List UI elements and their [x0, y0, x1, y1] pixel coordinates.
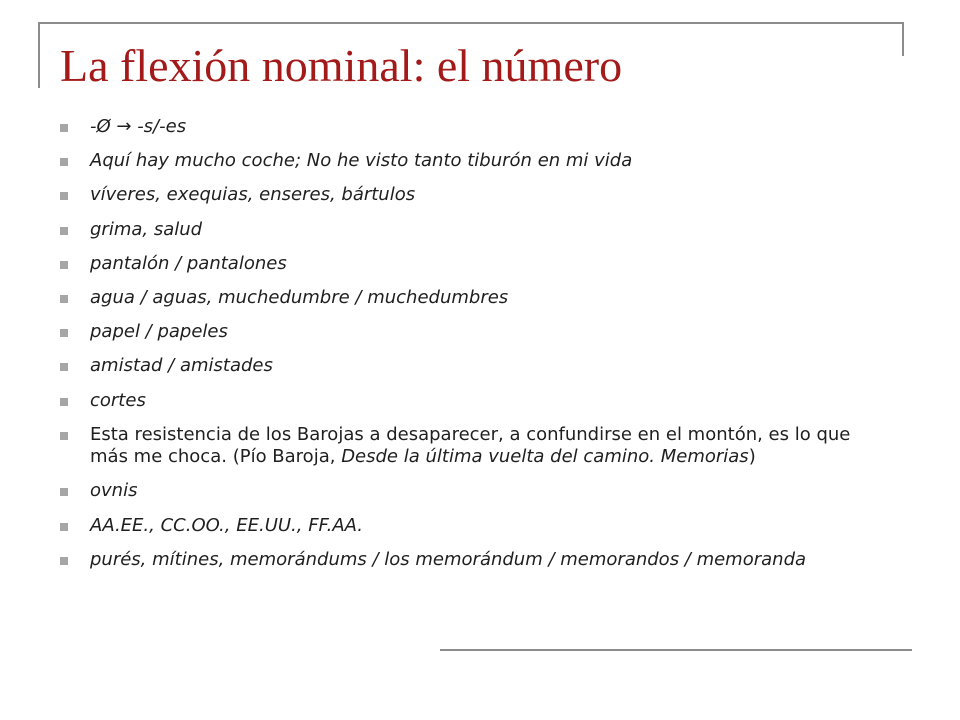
square-bullet-icon	[60, 192, 68, 200]
square-bullet-icon	[60, 557, 68, 565]
square-bullet-icon	[60, 295, 68, 303]
square-bullet-icon	[60, 398, 68, 406]
frame-right-line	[902, 22, 904, 56]
item-text: amistad / amistades	[90, 355, 273, 377]
list-item	[56, 184, 856, 207]
citation-open: (Pío Baroja,	[226, 446, 342, 468]
list-item	[56, 219, 856, 242]
list-item	[56, 116, 856, 139]
frame-left-line	[38, 22, 40, 88]
frame-top-line	[38, 22, 904, 24]
square-bullet-icon	[60, 363, 68, 371]
item-text: purés, mítines, memorándums / los memorándum / memorandos / memoranda	[90, 548, 807, 570]
list-item	[56, 390, 856, 413]
square-bullet-icon	[60, 523, 68, 531]
item-text: papel / papeles	[90, 321, 228, 343]
bullet-list	[56, 116, 856, 583]
item-text: pantalón / pantalones	[90, 252, 287, 274]
square-bullet-icon	[60, 488, 68, 496]
list-item	[56, 355, 856, 378]
square-bullet-icon	[60, 124, 68, 132]
item-text: grima, salud	[90, 218, 203, 240]
square-bullet-icon	[60, 158, 68, 166]
item-text: agua / aguas, muchedumbre / muchedumbres	[90, 286, 509, 308]
list-item-quote	[56, 424, 856, 469]
citation-close: )	[748, 446, 756, 468]
item-text: Aquí hay mucho coche; No he visto tanto tiburón en mi vida	[90, 150, 633, 172]
slide-title: La flexión nominal: el número	[60, 40, 623, 91]
list-item	[56, 287, 856, 310]
list-item	[56, 515, 856, 538]
list-item	[56, 480, 856, 503]
frame-bottom-line	[440, 649, 912, 651]
item-text: AA.EE., CC.OO., EE.UU., FF.AA.	[90, 514, 363, 536]
list-item	[56, 253, 856, 276]
square-bullet-icon	[60, 261, 68, 269]
item-text: -Ø → -s/-es	[90, 116, 187, 137]
citation-work-title: Desde la última vuelta del camino. Memorias	[341, 446, 749, 468]
item-text: ovnis	[90, 480, 138, 502]
item-text: víveres, exequias, enseres, bártulos	[90, 184, 416, 206]
list-item	[56, 321, 856, 344]
list-item	[56, 150, 856, 173]
square-bullet-icon	[60, 432, 68, 440]
quote-text: Esta resistencia de los Barojas a desaparecer, a confundirse en el montón, es lo que más me choca.	[90, 423, 851, 468]
square-bullet-icon	[60, 227, 68, 235]
item-text: cortes	[90, 389, 146, 411]
square-bullet-icon	[60, 329, 68, 337]
list-item	[56, 549, 856, 572]
